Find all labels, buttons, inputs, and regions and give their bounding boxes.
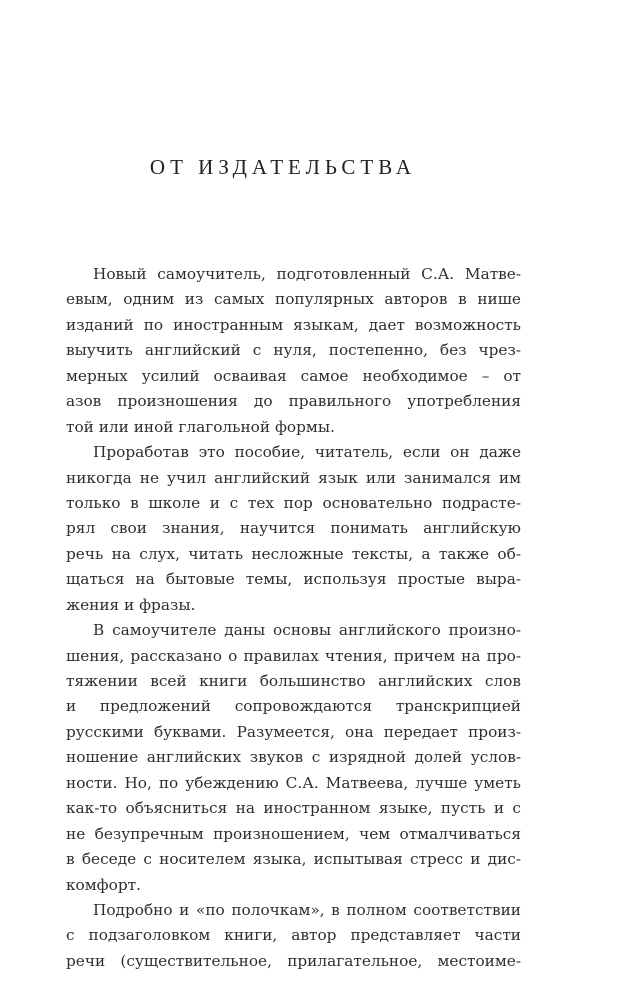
- paragraph-3-line: шения, рассказано о правилах чтения, причем на про-: [66, 646, 521, 665]
- paragraph-3-line: как-то объясниться на иностранном языке, пусть и с: [66, 799, 521, 818]
- body-text: [66, 262, 521, 974]
- paragraph-1-line: мерных усилий осваивая самое необходимое – от: [66, 366, 521, 385]
- paragraph-1-line: изданий по иностранным языкам, дает возможность: [66, 315, 521, 334]
- paragraph-4-line: Подробно и «по полочкам», в полном соответствии: [93, 900, 521, 919]
- paragraph-1-line: евым, одним из самых популярных авторов в нише: [66, 290, 521, 309]
- paragraph-2-line: щаться на бытовые темы, используя простые выра-: [66, 570, 521, 589]
- paragraph-3-line: ношение английских звуков с изрядной долей услов-: [66, 748, 521, 767]
- paragraph-2-line: только в школе и с тех пор основательно подрасте-: [66, 493, 521, 512]
- paragraph-2-line: Проработав это пособие, читатель, если он даже: [93, 443, 521, 462]
- paragraph-3-line: ности. Но, по убеждению С.А. Матвеева, лучше уметь: [66, 773, 521, 792]
- paragraph-3-line: комфорт.: [66, 875, 141, 894]
- paragraph-2-line: жения и фразы.: [66, 595, 196, 614]
- paragraph-4-line: с подзаголовком книги, автор представляет части: [66, 926, 521, 945]
- paragraph-1-line: Новый самоучитель, подготовленный С.А. Матве-: [93, 265, 521, 283]
- paragraph-2-line: речь на слух, читать несложные тексты, а также об-: [66, 544, 521, 563]
- paragraph-3-line: русскими буквами. Разумеется, она передает произ-: [66, 722, 521, 741]
- page-title: ОТ ИЗДАТЕЛЬСТВА: [149, 155, 417, 179]
- paragraph-2-line: рял свои знания, научится понимать английскую: [66, 519, 521, 538]
- paragraph-1-line: азов произношения до правильного употребления: [66, 392, 521, 411]
- paragraph-1-line: выучить английский с нуля, постепенно, без чрез-: [66, 341, 521, 360]
- paragraph-1-line: той или иной глагольной формы.: [66, 417, 335, 436]
- paragraph-4-line: речи (существительное, прилагательное, местоиме-: [66, 951, 521, 970]
- paragraph-3-line: в беседе с носителем языка, испытывая стресс и дис-: [66, 850, 521, 869]
- paragraph-3-line: не безупречным произношением, чем отмалчиваться: [66, 824, 521, 843]
- paragraph-3-line: тяжении всей книги большинство английских слов: [66, 672, 521, 690]
- paragraph-3-line: В самоучителе даны основы английского произно-: [93, 621, 521, 640]
- paragraph-2-line: никогда не учил английский язык или занимался им: [66, 468, 521, 487]
- paragraph-3-line: и предложений сопровождаются транскрипцией: [66, 697, 521, 716]
